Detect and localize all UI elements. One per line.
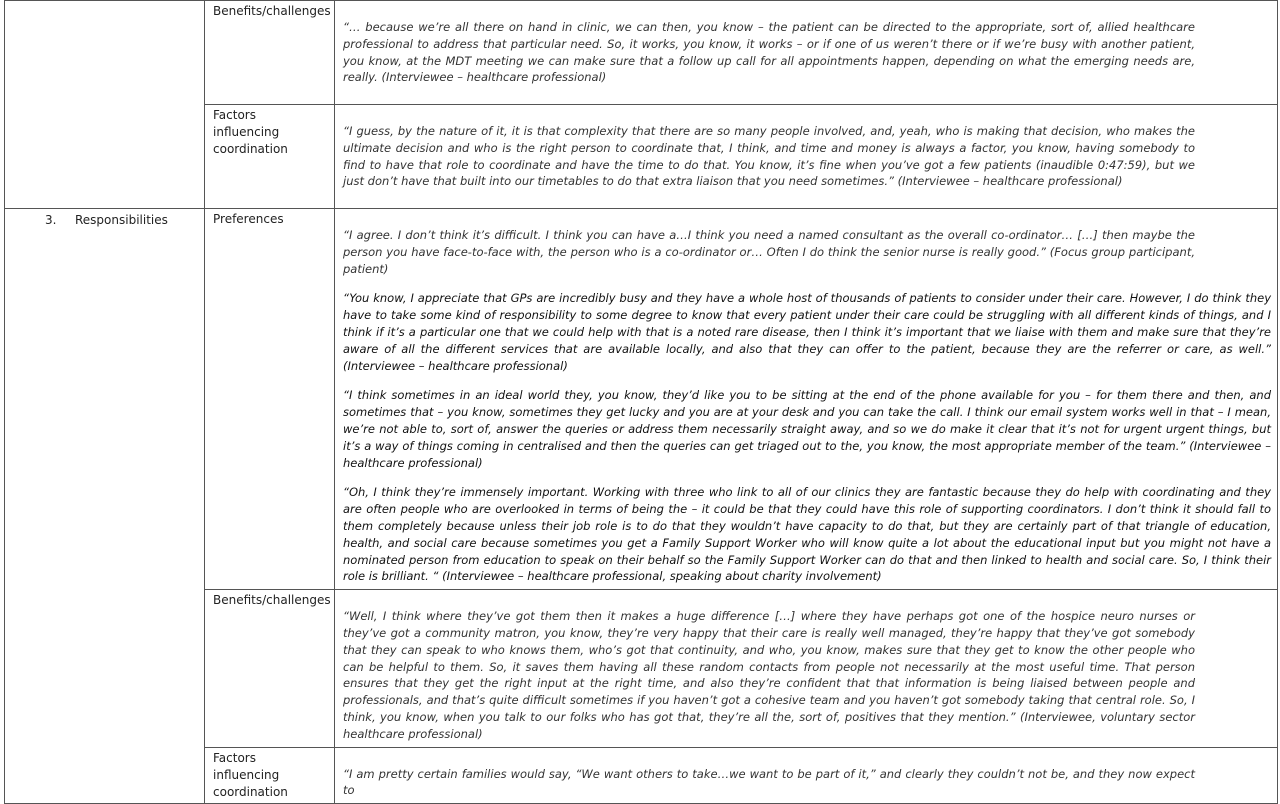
subtheme-label: Benefits/challenges <box>213 593 331 608</box>
subtheme-cell <box>205 1 335 105</box>
quote: “I am pretty certain families would say, “We want others to take…we want to be part of it,” and clearly they couldn’t not be, and they now expect to <box>343 766 1195 798</box>
subtheme-cell <box>205 747 335 804</box>
quotes-cell <box>335 105 1278 209</box>
thematic-findings-table <box>4 0 1278 804</box>
quote: “Well, I think where they’ve got them then it makes a huge difference […] where they have perhaps got one of the hospice neuro nurses or they’ve got a community matron, you know, they’re very happy that their care is really well managed, they’re happy that they’ve got somebody that they can speak to who knows them, who’s got that continuity, and who, you know, makes sure that they get to know the other people who can be helpful to them. So, it saves them having all these random contacts from people not necessarily at the most useful time. That person ensures that they get the right input at the right time, and also they’re confident that that information is being liaised between people and professionals, and that’s quite difficult sometimes if you haven’t got a cohesive team and you haven’t got somebody taking that central role. So, I think, you know, when you talk to our folks who has got that, they’re all the, sort of, positives that they mention.” (Interviewee, voluntary sector healthcare professional) <box>343 609 1195 741</box>
quote: “I guess, by the nature of it, it is that complexity that there are so many people involved, and, yeah, who is making that decision, who makes the ultimate decision and who is the right person to coordinate that, I think, and time and money is always a factor, you know, having somebody to find to have that role to coordinate and have the time to do that. You know, it’s fine when you’ve got a few patients (inaudible 0:47:59), but we just don’t have that built into our timetables to do that extra liaison that you need sometimes.” (Interviewee – healthcare professional) <box>343 124 1195 189</box>
subtheme-label: Benefits/challenges <box>213 4 331 18</box>
quote: “Oh, I think they’re immensely important. Working with three who link to all of our clinics they are fantastic because they do help with coordinating and they are often people who are overlooked in terms of being the – it could be that they could have this role of supporting coordinators. I don’t think it should fall to them completely because unless their job role is to do that they wouldn’t have capacity to do that, but they are certainly part of that triangle of education, health, and social care because sometimes you get a Family Support Worker who will know quite a lot about the educational input but you might not have a nominated person from education to speak on their behalf so the Family Support Worker can do that and then linked to health and social care. So, I think their role is brilliant. “ (Interviewee – healthcare professional, speaking about charity involvement) <box>343 485 1271 584</box>
subtheme-cell <box>205 590 335 747</box>
subtheme-cell <box>205 209 335 590</box>
quotes-cell <box>335 747 1278 804</box>
quote: “I think sometimes in an ideal world they, you know, they’d like you to be sitting at the end of the phone available for you – for them there and then, and sometimes that – you know, sometimes they get lucky and you are at your desk and you can take the call. I think our email system works well in that – I mean, we’re not able to, sort of, answer the queries or address them necessarily straight away, and so we do make it clear that it’s not for urgent urgent things, but it’s a way of things coming in centralised and then the queries can get triaged out to the, you know, the most appropriate member of the team.” (Interviewee – healthcare professional) <box>343 388 1271 470</box>
quotes-cell <box>335 1 1278 105</box>
subtheme-cell <box>205 105 335 209</box>
quote: “I agree. I don’t think it’s difficult. I think you can have a…I think you need a named consultant as the overall co-ordinator… […] then maybe the person you have face-to-face with, the person who is a co-ordinator or… Often I do think the senior nurse is really good.” (Focus group participant, patient) <box>343 228 1195 276</box>
table-row <box>5 1 1278 105</box>
theme-cell <box>5 209 205 804</box>
quote: “You know, I appreciate that GPs are incredibly busy and they have a whole host of thousands of patients to consider under their care. However, I do think they have to take some kind of responsibility to some degree to know that every patient under their care could be struggling with all different kinds of things, and I think if it’s a particular one that we could help with that is a noted rare disease, then I think it’s important that we liaise with them and make sure that they’re aware of all the different services that are available locally, and also that they can offer to the patient, because they are the referrer or care, as well.” (Interviewee – healthcare professional) <box>343 291 1271 373</box>
table-row <box>5 209 1278 590</box>
theme-cell <box>5 1 205 209</box>
subtheme-label: Factors influencing coordination <box>213 108 288 156</box>
subtheme-label: Factors influencing coordination <box>213 750 288 799</box>
theme-number: 3. <box>45 213 57 227</box>
quotes-cell <box>335 590 1278 747</box>
quotes-cell <box>335 209 1278 590</box>
theme-label: Responsibilities <box>75 213 168 227</box>
subtheme-label: Preferences <box>213 212 284 226</box>
quote: “… because we’re all there on hand in clinic, we can then, you know – the patient can be directed to the appropriate, sort of, allied healthcare professional to address that particular need. So, it works, you know, it works – or if one of us weren’t there or if we’re busy with another patient, you know, at the MDT meeting we can make sure that a follow up call for all appointments happen, depending on what the emerging needs are, really. (Interviewee – healthcare professional) <box>343 20 1195 85</box>
